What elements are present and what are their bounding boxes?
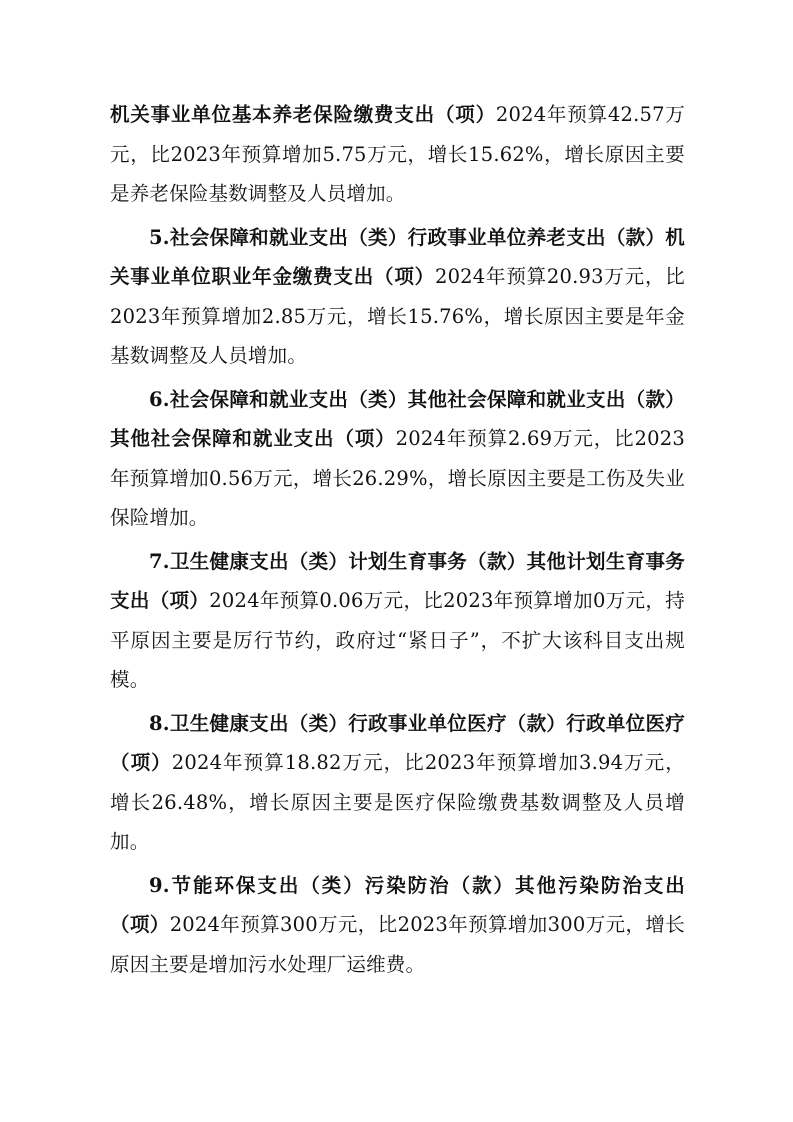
- paragraph-heading: 6.社会保障和就业支出（类）其他社会保障和就业支出（款）其他社会保障和就业支出（项）: [110, 387, 685, 450]
- paragraph-heading: 7.卫生健康支出（类）计划生育事务（款）其他计划生育事务支出（项）: [110, 549, 685, 612]
- paragraph-body: 2024年预算42.57万元，比2023年预算增加5.75万元，增长15.62%，增长原因主要是养老保险基数调整及人员增加。: [110, 103, 685, 205]
- paragraph-body: 2024年预算300万元，比2023年预算增加300万元，增长原因主要是增加污水处理厂运维费。: [110, 913, 685, 976]
- paragraph-body: 2024年预算2.69万元，比2023年预算增加0.56万元，增长26.29%，增长原因主要是工伤及失业保险增加。: [110, 427, 685, 529]
- paragraph-heading: 5.社会保障和就业支出（类）行政事业单位养老支出（款）机关事业单位职业年金缴费支出（项）: [110, 225, 685, 288]
- paragraph-heading: 8.卫生健康支出（类）行政事业单位医疗（款）行政单位医疗（项）: [110, 711, 685, 774]
- document-page: [110, 95, 685, 988]
- paragraph-continuation: [110, 95, 685, 214]
- paragraph-body: 2024年预算18.82万元，比2023年预算增加3.94万元，增长26.48%，增长原因主要是医疗保险缴费基数调整及人员增加。: [110, 751, 685, 853]
- paragraph-heading: 机关事业单位基本养老保险缴费支出（项）: [110, 103, 496, 126]
- paragraph-body: 2024年预算0.06万元，比2023年预算增加0万元，持平原因主要是厉行节约，政府过“紧日子”，不扩大该科目支出规模。: [110, 589, 685, 691]
- paragraph-item-6: [110, 380, 685, 538]
- paragraph-item-7: [110, 542, 685, 700]
- paragraph-item-9: [110, 866, 685, 985]
- paragraph-item-8: [110, 704, 685, 862]
- paragraph-item-5: [110, 218, 685, 376]
- paragraph-heading: 9.节能环保支出（类）污染防治（款）其他污染防治支出（项）: [110, 873, 685, 936]
- paragraph-body: 2024年预算20.93万元，比2023年预算增加2.85万元，增长15.76%，增长原因主要是年金基数调整及人员增加。: [110, 265, 685, 367]
